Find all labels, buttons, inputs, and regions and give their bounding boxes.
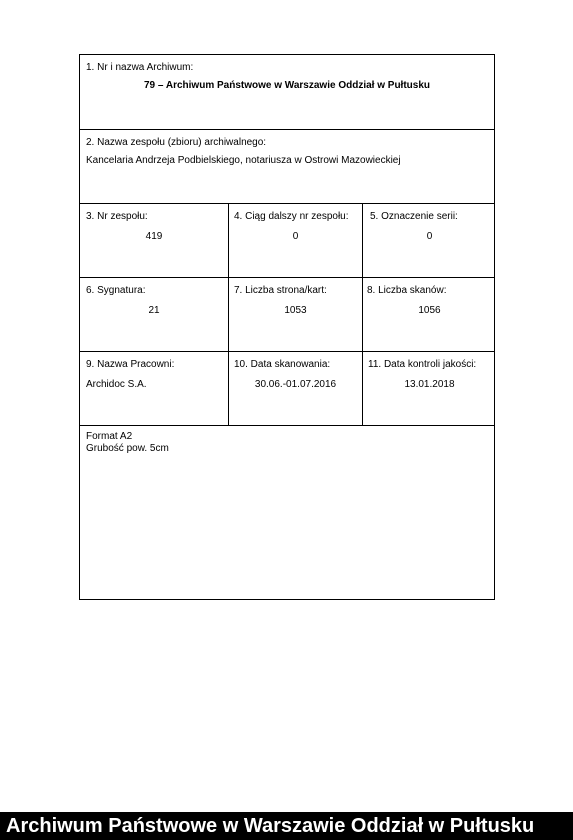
archive-footer-banner: Archiwum Państwowe w Warszawie Oddział w Pułtusku [0,812,573,840]
signature-value: 21 [148,305,160,316]
continuation-value: 0 [292,231,299,242]
archive-label: 1. Nr i nazwa Archiwum: [86,62,194,73]
scans-value: 1056 [418,305,441,316]
notes-row [80,426,494,600]
continuation-label: 4. Ciąg dalszy nr zespołu: [234,211,349,222]
metadata-form [79,54,495,600]
series-label: 5. Oznaczenie serii: [370,211,458,222]
fonds-number-cell [80,204,228,277]
fonds-name-label: 2. Nazwa zespołu (zbioru) archiwalnego: [86,137,267,148]
series-value: 0 [426,231,433,242]
series-cell [362,204,496,277]
archive-row [80,55,494,130]
scan-date-value: 30.06.-01.07.2016 [254,379,337,390]
qc-date-cell [362,352,496,425]
signature-cell [80,278,228,351]
notes-format: Format A2 [86,431,133,442]
pages-label: 7. Liczba strona/kart: [234,285,327,296]
studio-value: Archidoc S.A. [86,379,147,390]
studio-label: 9. Nazwa Pracowni: [86,359,175,370]
qc-date-value: 13.01.2018 [404,379,455,390]
signature-row [80,278,494,352]
fonds-number-row [80,204,494,278]
fonds-name-row [80,130,494,204]
notes-thickness: Grubość pow. 5cm [86,443,169,454]
studio-row [80,352,494,426]
scans-cell [362,278,496,351]
continuation-cell [228,204,362,277]
qc-date-label: 11. Data kontroli jakości: [368,359,477,370]
studio-cell [80,352,228,425]
pages-cell [228,278,362,351]
scans-label: 8. Liczba skanów: [367,285,447,296]
fonds-name-value: Kancelaria Andrzeja Podbielskiego, notariusza w Ostrowi Mazowieckiej [86,155,401,166]
pages-value: 1053 [284,305,307,316]
scan-date-cell [228,352,362,425]
archive-value: 79 – Archiwum Państwowe w Warszawie Oddział w Pułtusku [144,80,430,91]
fonds-number-label: 3. Nr zespołu: [86,211,148,222]
signature-label: 6. Sygnatura: [86,285,146,296]
scan-date-label: 10. Data skanowania: [234,359,331,370]
fonds-number-value: 419 [145,231,163,242]
